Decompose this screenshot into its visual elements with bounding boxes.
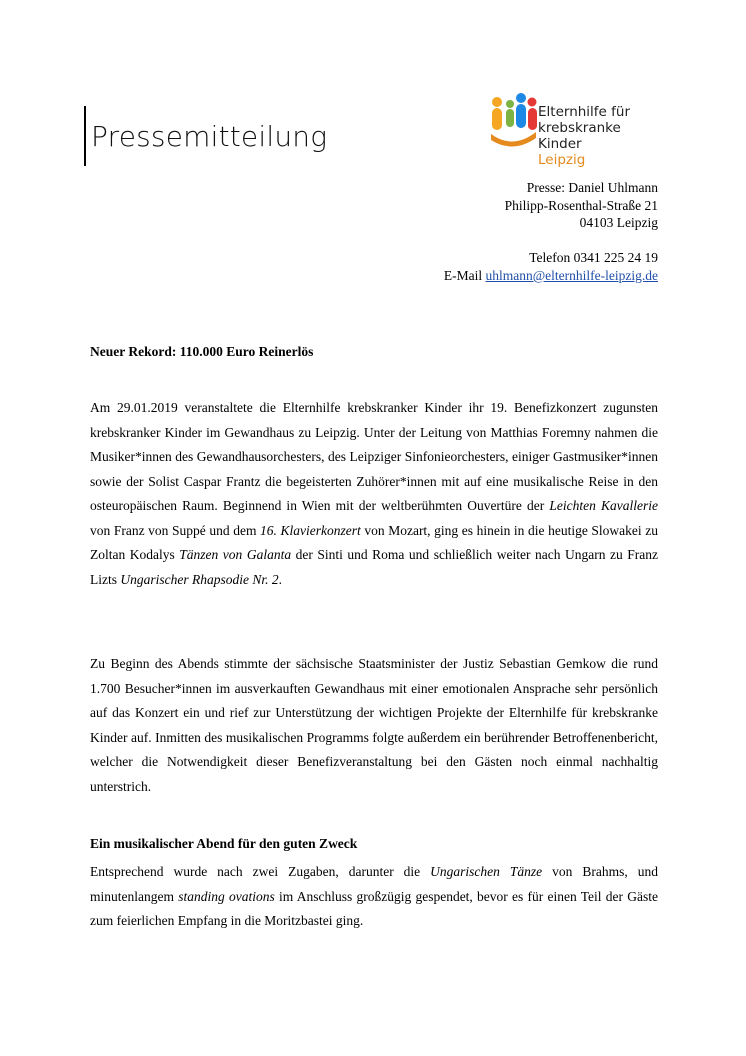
- text-segment: .: [278, 571, 282, 587]
- text-segment: von Brahms, und minutenlangem: [90, 864, 658, 904]
- paragraph-opening-text: Zu Beginn des Abends stimmte der sächsische Staatsminister der Justiz Sebastian Gemkow die rund 1.700 Besucher*innen im ausverkauften Gewandhaus mit einer emotionalen Ansprache sehr persönlich auf das Konzert ein und rief zur Unterstützung der wichtigen Projekte der Elternhilfe für krebskranke Kinder auf. Inmitten des musikalischen Programms folgte außerdem ein berührender Betroffenenbericht, welcher die Notwendigkeit dieser Benefizveranstaltung bei den Gästen noch einmal nachhaltig unterstrich.: [90, 656, 658, 794]
- text-segment: der Sinti und Roma und schließlich weiter nach Ungarn zu Franz Lizts: [90, 547, 658, 587]
- street-address: Philipp-Rosenthal-Straße 21: [504, 197, 658, 213]
- headline-purpose: Ein musikalischer Abend für den guten Zweck: [90, 836, 358, 851]
- italic-title: Ungarischen Tänze: [430, 864, 543, 879]
- press-contact: Presse: Daniel Uhlmann: [526, 180, 658, 195]
- italic-title: standing ovations: [178, 888, 275, 904]
- email-label: E-Mail: [443, 267, 486, 283]
- organization-logo: [488, 90, 668, 168]
- city-address: 04103 Leipzig: [579, 215, 658, 230]
- paragraph-donations-text: [90, 860, 658, 934]
- italic-title: Leichten Kavallerie: [549, 498, 658, 513]
- phone-number: Telefon 0341 225 24 19: [529, 250, 658, 265]
- text-segment: von Franz von Suppé und dem: [90, 522, 261, 538]
- text-segment: von Mozart, ging es hinein in die heutige Slowakei zu Zoltan Kodalys: [90, 522, 659, 562]
- paragraph-concert-text: [90, 396, 658, 592]
- italic-title: Tänzen von Galanta: [179, 547, 292, 562]
- headline-record: Neuer Rekord: 110.000 Euro Reinerlös: [90, 344, 314, 359]
- logo-text: [538, 104, 668, 168]
- family-logo-icon: [488, 90, 538, 152]
- email-link[interactable]: uhlmann@elternhilfe-leipzig.de: [485, 267, 658, 283]
- title-bar: [84, 106, 86, 166]
- paragraph-donations: [90, 860, 658, 934]
- paragraph-concert: [90, 396, 658, 592]
- italic-title: Ungarischer Rhapsodie Nr. 2: [120, 571, 279, 587]
- email-line: [444, 267, 658, 285]
- text-segment: Entsprechend wurde nach zwei Zugaben, darunter die: [90, 864, 431, 879]
- logo-line-2: krebskranke Kinder: [538, 120, 621, 152]
- contact-block: [444, 179, 658, 284]
- paragraph-opening: [90, 652, 658, 799]
- text-segment: im Anschluss großzügig gespendet, bevor es für einen Teil der Gäste zum feierlichen Empfang in die Moritzbastei ging.: [90, 888, 658, 928]
- italic-title: 16. Klavierkonzert: [260, 522, 361, 538]
- logo-line-3: Leipzig: [538, 152, 586, 168]
- text-segment: Am 29.01.2019 veranstaltete die Elternhilfe krebskranker Kinder ihr 19. Benefizkonzert zugunsten krebskranker Kinder im Gewandhaus zu Leipzig. Unter der Leitung von Matthias Foremny nahmen die Musiker*innen des Gewandhausorchesters, des Leipziger Sinfonieorchesters, einiger Gastmusiker*innen sowie der Solist Caspar Frantz die begeisterten Zuhörer*innen mit auf eine musikalische Reise in den osteuropäischen Raum. Beginnend in Wien mit der weltberühmten Ouvertüre der: [90, 400, 658, 513]
- page-title: Pressemitteilung: [91, 120, 328, 153]
- logo-line-1: Elternhilfe für: [538, 104, 631, 120]
